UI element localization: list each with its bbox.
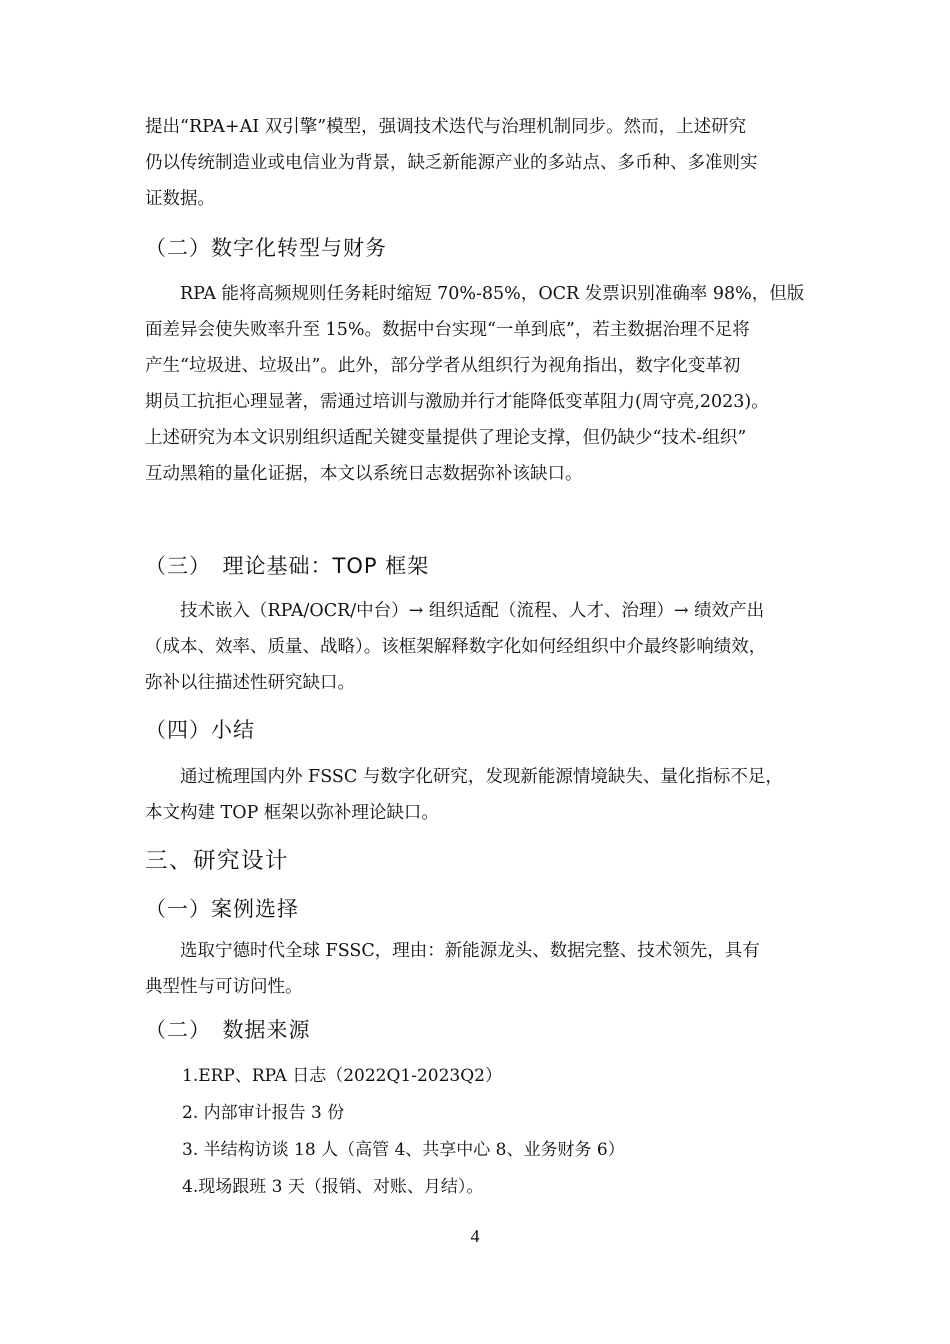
text-line: 本文构建 TOP 框架以弥补理论缺口。: [145, 803, 439, 823]
text-line: 提出“RPA+AI 双引擎”模型，强调技术迭代与治理机制同步。然而，上述研究: [145, 117, 747, 137]
list-item: 4.现场跟班 3 天（报销、对账、月结）。: [182, 1177, 484, 1197]
page-number: 4: [470, 1226, 480, 1246]
section-heading-data-sources: （二） 数据来源: [145, 1018, 311, 1042]
paragraph-digital-transformation: [145, 276, 807, 492]
list-item: 2. 内部审计报告 3 份: [182, 1103, 345, 1123]
text-line: 期员工抗拒心理显著，需通过培训与激励并行才能降低变革阻力(周守亮,2023)。: [145, 392, 769, 412]
section-heading-theory: （三） 理论基础：TOP 框架: [145, 554, 430, 578]
chapter-heading-research-design: 三、研究设计: [145, 848, 290, 874]
text-line: （成本、效率、质量、战略）。该框架解释数字化如何经组织中介最终影响绩效，: [145, 637, 767, 657]
section-heading-digital-transformation: （二）数字化转型与财务: [145, 236, 387, 260]
text-line: RPA 能将高频规则任务耗时缩短 70%-85%，OCR 发票识别准确率 98%，但版: [145, 284, 805, 304]
paragraph-theory: [145, 593, 807, 701]
text-line: 弥补以往描述性研究缺口。: [145, 673, 355, 693]
text-line: 技术嵌入（RPA/OCR/中台）→ 组织适配（流程、人才、治理）→ 绩效产出: [145, 601, 765, 621]
text-line: 产生“垃圾进、垃圾出”。此外，部分学者从组织行为视角指出，数字化变革初: [145, 356, 741, 376]
text-line: 选取宁德时代全球 FSSC，理由：新能源龙头、数据完整、技术领先，具有: [145, 941, 760, 961]
text-line: 典型性与可访问性。: [145, 977, 303, 997]
paragraph-case-selection: [145, 933, 807, 1005]
text-line: 上述研究为本文识别组织适配关键变量提供了理论支撑，但仍缺少“技术-组织”: [145, 428, 747, 448]
section-heading-case-selection: （一）案例选择: [145, 897, 299, 921]
section-heading-summary: （四）小结: [145, 718, 255, 742]
text-line: 证数据。: [145, 189, 215, 209]
text-line: 面差异会使失败率升至 15%。数据中台实现“一单到底”，若主数据治理不足将: [145, 320, 750, 340]
list-item: 1.ERP、RPA 日志（2022Q1-2023Q2）: [182, 1066, 503, 1086]
list-item: 3. 半结构访谈 18 人（高管 4、共享中心 8、业务财务 6）: [182, 1140, 625, 1160]
paragraph-continuation: [145, 109, 807, 217]
text-line: 互动黑箱的量化证据，本文以系统日志数据弥补该缺口。: [145, 464, 583, 484]
text-line: 仍以传统制造业或电信业为背景，缺乏新能源产业的多站点、多币种、多准则实: [145, 153, 758, 173]
text-line: 通过梳理国内外 FSSC 与数字化研究，发现新能源情境缺失、量化指标不足，: [145, 767, 783, 787]
paragraph-summary: [145, 759, 807, 831]
